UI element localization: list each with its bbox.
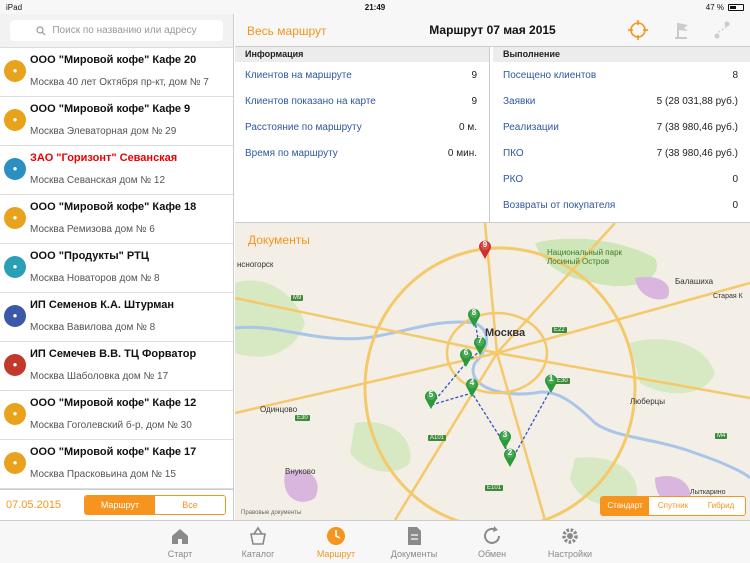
tab-sync[interactable] bbox=[453, 521, 531, 563]
execution-label[interactable]: Реализации bbox=[503, 122, 559, 133]
clock-icon bbox=[325, 525, 347, 547]
info-label[interactable]: Расстояние по маршруту bbox=[245, 122, 362, 133]
filter-route-button[interactable]: Маршрут bbox=[85, 496, 155, 514]
map-type-segmented bbox=[600, 496, 746, 516]
route-map[interactable] bbox=[235, 223, 750, 520]
execution-row bbox=[493, 114, 750, 140]
execution-label[interactable]: Посещено клиентов bbox=[503, 70, 597, 81]
map-label-odintsovo: Одинцово bbox=[260, 405, 298, 414]
map-label-park: Национальный парк Лосиный Остров bbox=[547, 248, 623, 266]
tab-clock[interactable] bbox=[297, 521, 375, 563]
info-value: 9 bbox=[471, 70, 477, 81]
list-item[interactable] bbox=[0, 48, 233, 97]
client-logo-icon: ● bbox=[4, 109, 26, 131]
road-badge: A101 bbox=[430, 435, 445, 441]
execution-value: 8 bbox=[732, 70, 738, 81]
forest-area bbox=[235, 280, 305, 356]
road-badge: E30 bbox=[297, 415, 308, 421]
map-label-vnukovo: Внуково bbox=[285, 467, 316, 476]
list-item[interactable] bbox=[0, 391, 233, 440]
map-type-standard[interactable]: Стандарт bbox=[601, 497, 649, 515]
execution-title: Выполнение bbox=[493, 47, 750, 62]
execution-section bbox=[493, 47, 750, 223]
tab-gear[interactable] bbox=[531, 521, 609, 563]
tab-document[interactable] bbox=[375, 521, 453, 563]
client-address: Москва Шаболовка дом № 17 bbox=[30, 371, 169, 382]
list-filter-segmented bbox=[84, 495, 226, 515]
info-value: 0 мин. bbox=[447, 148, 477, 159]
client-logo-icon: ● bbox=[4, 158, 26, 180]
map-pin-number: 2 bbox=[507, 448, 513, 457]
tab-label: Каталог bbox=[241, 549, 275, 559]
map-label-krasnogorsk: нсногорск bbox=[237, 260, 274, 269]
info-title: Информация bbox=[235, 47, 489, 62]
client-logo-icon: ● bbox=[4, 60, 26, 82]
client-list bbox=[0, 48, 233, 489]
list-item[interactable] bbox=[0, 146, 233, 195]
search-placeholder: Поиск по названию или адресу bbox=[52, 25, 197, 36]
locate-icon[interactable] bbox=[627, 19, 649, 41]
client-address: Москва Прасковьина дом № 15 bbox=[30, 469, 176, 480]
map-pin-number: 5 bbox=[428, 390, 434, 399]
map-pin-5[interactable] bbox=[424, 389, 438, 409]
info-label[interactable]: Клиентов на маршруте bbox=[245, 70, 352, 81]
tab-label: Документы bbox=[390, 549, 438, 559]
road-badge: M9 bbox=[293, 295, 302, 301]
battery-icon bbox=[728, 4, 744, 11]
client-name: ИП Семечев В.В. ТЦ Форватор bbox=[30, 348, 197, 360]
basket-icon bbox=[247, 525, 269, 547]
road-badge: M4 bbox=[717, 433, 726, 439]
road-badge: E22 bbox=[554, 327, 565, 333]
map-pin-number: 3 bbox=[502, 430, 508, 439]
execution-label[interactable]: Возвраты от покупателя bbox=[503, 200, 616, 211]
tab-label: Маршрут bbox=[316, 549, 356, 559]
map-pin-3[interactable] bbox=[498, 429, 512, 449]
tab-label: Настройки bbox=[547, 549, 593, 559]
list-item[interactable] bbox=[0, 244, 233, 293]
info-row bbox=[235, 62, 489, 88]
map-pin-2[interactable] bbox=[503, 447, 517, 467]
execution-label[interactable]: РКО bbox=[503, 174, 524, 185]
list-item[interactable] bbox=[0, 195, 233, 244]
client-logo-icon: ● bbox=[4, 452, 26, 474]
info-section bbox=[235, 47, 490, 223]
map-label-lyubertsy: Люберцы bbox=[630, 397, 665, 406]
client-name: ИП Семенов К.А. Штурман bbox=[30, 299, 175, 311]
client-name: ООО "Мировой кофе" Кафе 18 bbox=[30, 201, 197, 213]
map-pin-number: 9 bbox=[482, 240, 488, 249]
client-address: Москва Вавилова дом № 8 bbox=[30, 322, 156, 333]
forest-area bbox=[350, 422, 411, 472]
client-address: Москва Ремизова дом № 6 bbox=[30, 224, 155, 235]
status-bar bbox=[0, 0, 750, 14]
client-name: ООО "Мировой кофе" Кафе 17 bbox=[30, 446, 197, 458]
clock: 21:49 bbox=[364, 2, 386, 12]
search-icon bbox=[36, 26, 46, 36]
execution-value: 0 bbox=[732, 200, 738, 211]
map-pin-number: 4 bbox=[469, 378, 475, 387]
document-icon bbox=[403, 525, 425, 547]
client-name: ООО "Продукты" РТЦ bbox=[30, 250, 149, 262]
filter-all-button[interactable]: Все bbox=[155, 496, 225, 514]
execution-row bbox=[493, 62, 750, 88]
info-row bbox=[235, 88, 489, 114]
list-item[interactable] bbox=[0, 342, 233, 391]
map-type-hybrid[interactable]: Гибрид bbox=[697, 497, 745, 515]
device-label: iPad bbox=[6, 2, 23, 12]
map-type-satellite[interactable]: Спутник bbox=[649, 497, 697, 515]
road-badge: E101 bbox=[487, 485, 502, 491]
map-pin-7[interactable] bbox=[473, 335, 487, 355]
tab-label: Старт bbox=[167, 549, 193, 559]
execution-row bbox=[493, 140, 750, 166]
client-logo-icon: ● bbox=[4, 256, 26, 278]
route-date[interactable]: 07.05.2015 bbox=[6, 499, 62, 511]
map-pin-6[interactable] bbox=[459, 347, 473, 367]
battery-percent: 47 % bbox=[705, 2, 724, 12]
info-row bbox=[235, 114, 489, 140]
road-badge: E30 bbox=[557, 378, 568, 384]
list-item[interactable] bbox=[0, 440, 233, 489]
client-logo-icon: ● bbox=[4, 403, 26, 425]
client-name: ООО "Мировой кофе" Кафе 9 bbox=[30, 103, 191, 115]
client-logo-icon: ● bbox=[4, 207, 26, 229]
map-pin-number: 6 bbox=[463, 348, 469, 357]
tab-home[interactable] bbox=[141, 521, 219, 563]
info-label[interactable]: Клиентов показано на карте bbox=[245, 96, 376, 107]
execution-row bbox=[493, 88, 750, 114]
map-pin-8[interactable] bbox=[467, 307, 481, 327]
execution-value: 7 (38 980,46 руб.) bbox=[656, 122, 738, 133]
client-address: Москва Гоголевский б-р, дом № 30 bbox=[30, 420, 192, 431]
sync-icon bbox=[481, 525, 503, 547]
client-logo-icon: ● bbox=[4, 354, 26, 376]
info-row bbox=[235, 140, 489, 166]
nav-header bbox=[235, 14, 750, 47]
map-pin-1[interactable] bbox=[544, 373, 558, 393]
execution-value: 0 bbox=[732, 174, 738, 185]
tab-basket[interactable] bbox=[219, 521, 297, 563]
gear-icon bbox=[559, 525, 581, 547]
client-name: ООО "Мировой кофе" Кафе 20 bbox=[30, 54, 197, 66]
client-address: Москва Севанская дом № 12 bbox=[30, 175, 166, 186]
client-logo-icon: ● bbox=[4, 305, 26, 327]
tab-label: Обмен bbox=[477, 549, 507, 559]
execution-label[interactable]: Заявки bbox=[503, 96, 536, 107]
map-label-moscow: Москва bbox=[485, 327, 526, 339]
all-route-button[interactable]: Весь маршрут bbox=[247, 24, 327, 38]
client-name: ЗАО "Горизонт" Севанская bbox=[30, 152, 178, 164]
page-title: Маршрут 07 мая 2015 bbox=[429, 23, 556, 37]
map-label-balashikha: Балашиха bbox=[675, 277, 714, 286]
documents-link[interactable]: Документы bbox=[248, 233, 310, 247]
map-label-staraya: Старая К bbox=[713, 293, 743, 300]
map-pin-number: 8 bbox=[471, 308, 477, 317]
map-pin-9[interactable] bbox=[478, 239, 492, 259]
route-summary bbox=[235, 47, 750, 223]
client-address: Москва Новаторов дом № 8 bbox=[30, 273, 160, 284]
list-item[interactable] bbox=[0, 97, 233, 146]
flag-icon[interactable] bbox=[671, 19, 693, 41]
map-pin-number: 1 bbox=[548, 374, 554, 383]
tab-bar bbox=[0, 520, 750, 563]
list-item[interactable] bbox=[0, 293, 233, 342]
urban-area bbox=[635, 277, 669, 300]
client-name: ООО "Мировой кофе" Кафе 12 bbox=[30, 397, 197, 409]
map-label-lytkarino: Лыткарино bbox=[690, 489, 726, 496]
route-icon[interactable] bbox=[711, 19, 733, 41]
left-footer bbox=[0, 489, 233, 520]
legal-link[interactable]: Правовые документы bbox=[241, 510, 302, 516]
execution-value: 5 (28 031,88 руб.) bbox=[656, 96, 738, 107]
client-address: Москва Элеваторная дом № 29 bbox=[30, 126, 177, 137]
map-pin-4[interactable] bbox=[465, 377, 479, 397]
home-icon bbox=[169, 525, 191, 547]
execution-row bbox=[493, 166, 750, 192]
map-pin-number: 7 bbox=[477, 336, 483, 345]
info-value: 9 bbox=[471, 96, 477, 107]
client-address: Москва 40 лет Октября пр-кт, дом № 7 bbox=[30, 77, 209, 88]
search-input[interactable] bbox=[10, 20, 223, 41]
info-value: 0 м. bbox=[459, 122, 477, 133]
execution-label[interactable]: ПКО bbox=[503, 148, 524, 159]
client-panel bbox=[0, 14, 234, 520]
execution-value: 7 (38 980,46 руб.) bbox=[656, 148, 738, 159]
info-label[interactable]: Время по маршруту bbox=[245, 148, 338, 159]
execution-row bbox=[493, 192, 750, 218]
